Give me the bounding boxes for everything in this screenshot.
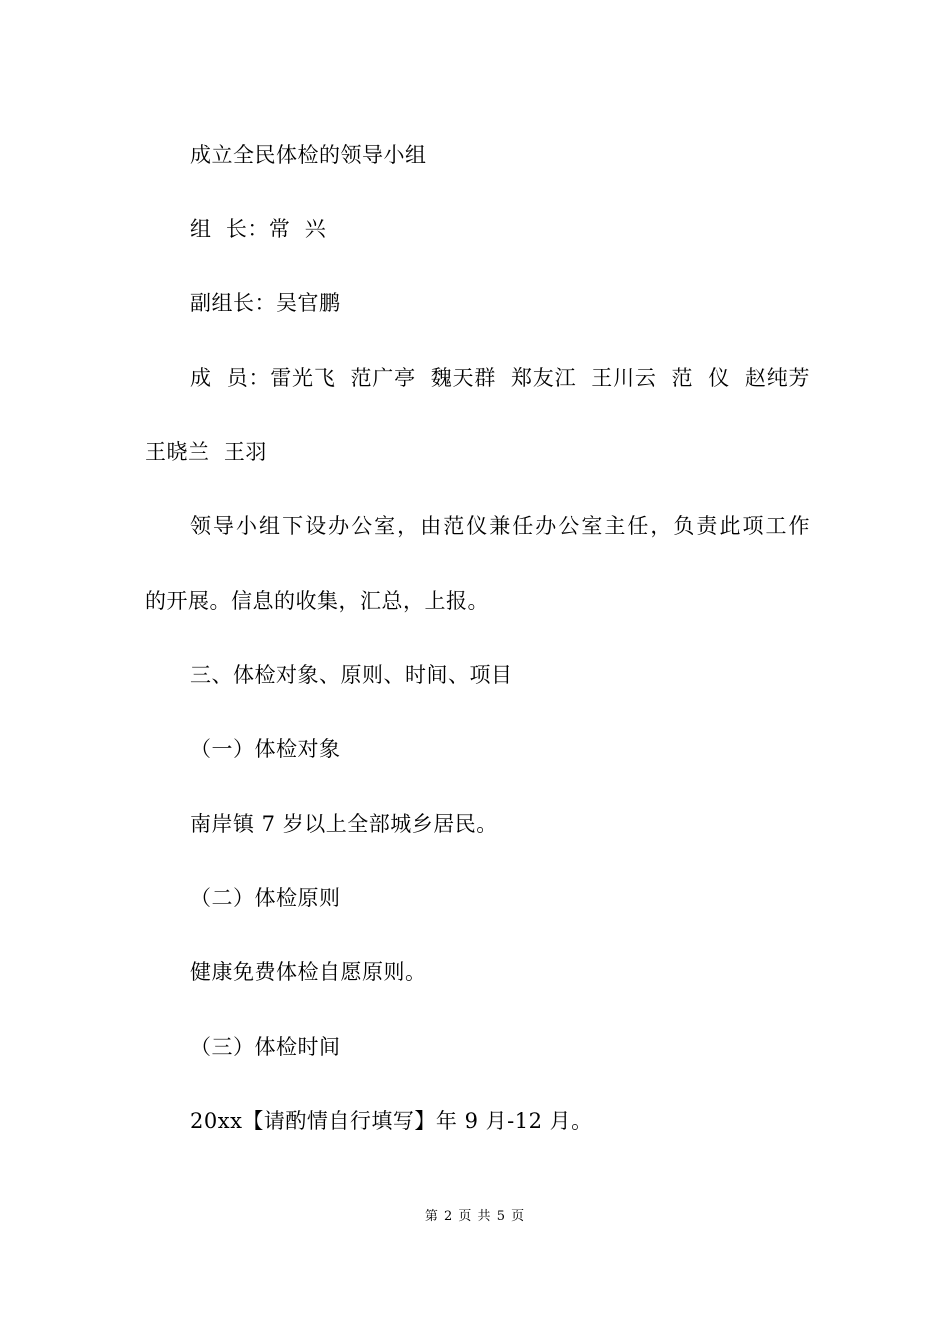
subsection-exam-principles: （二）体检原则 (190, 886, 341, 910)
deputy-leader-line: 副组长：吴官鹏 (190, 291, 341, 315)
subsection-exam-targets: （一）体检对象 (190, 737, 341, 761)
members-line-continued: 王晓兰 王羽 (145, 440, 267, 464)
exam-principles-text: 健康免费体检自愿原则。 (190, 960, 427, 984)
office-paragraph-line-2: 的开展。信息的收集，汇总，上报。 (145, 589, 489, 613)
office-paragraph-line-1: 领导小组下设办公室，由范仪兼任办公室主任，负责此项工作 (190, 514, 810, 538)
section-three-heading: 三、体检对象、原则、时间、项目 (190, 663, 513, 687)
exam-targets-text: 南岸镇 7 岁以上全部城乡居民。 (190, 812, 498, 836)
subsection-exam-time: （三）体检时间 (190, 1035, 341, 1059)
exam-time-text: 20xx【请酌情自行填写】年 9 月-12 月。 (190, 1109, 593, 1133)
leadership-group-heading: 成立全民体检的领导小组 (190, 143, 427, 167)
members-line: 成 员：雷光飞 范广亭 魏天群 郑友江 王川云 范 仪 赵纯芳 (190, 366, 810, 390)
group-leader-line: 组 长：常 兴 (190, 217, 327, 241)
page-number-footer: 第 2 页 共 5 页 (424, 1209, 526, 1224)
